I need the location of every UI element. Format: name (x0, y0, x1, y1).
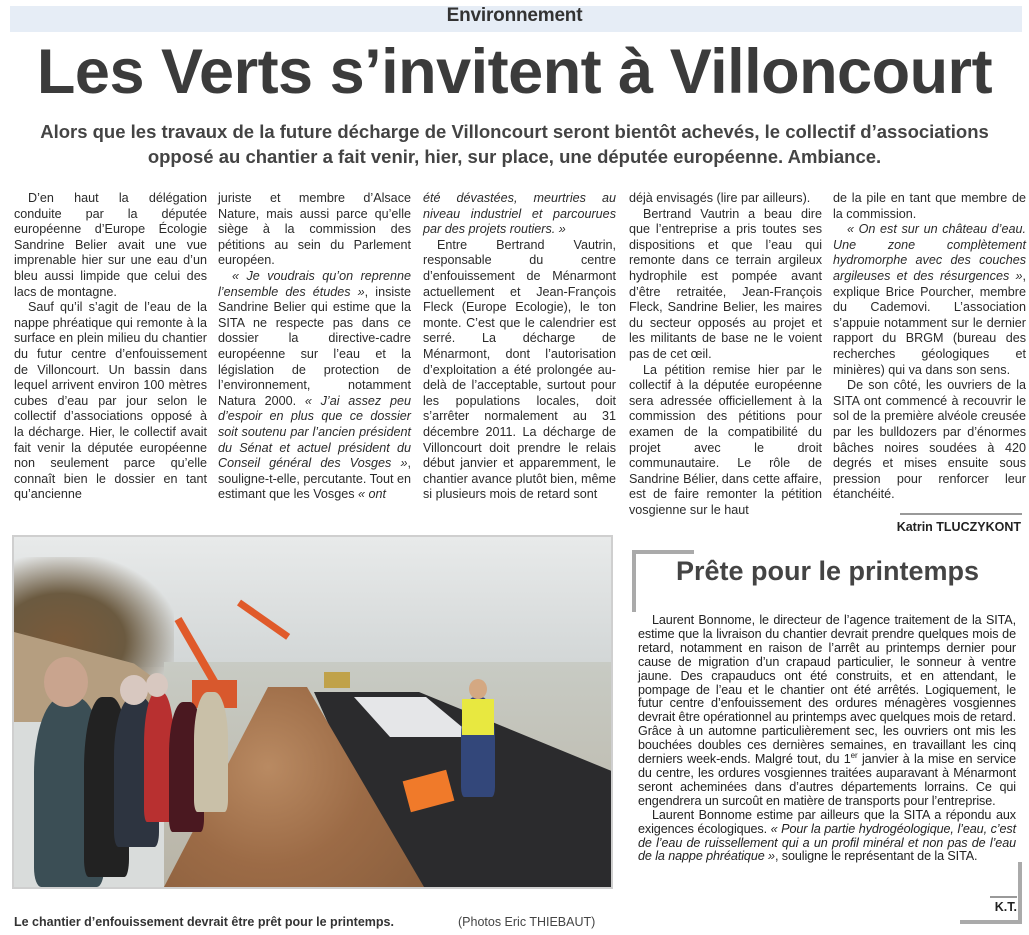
article-column-2 (218, 191, 411, 503)
quote: « On est sur un château d’eau. Une zone complètement hydromorphe avec des couches argileuses et des résurgences » (833, 222, 1026, 283)
photo-construction-site (12, 535, 613, 889)
sidebar-frame-corner (632, 550, 694, 554)
text: , insiste Sandrine Belier qui estime que la SITA ne respecte pas dans ce dossier la directive-cadre européenne sur l’eau et la législation de protection de l’environnement, notamment Natura 2000. (218, 284, 411, 408)
quote: été dévastées, meurtries au niveau industriel et parcourues par des projets routiers. » (423, 191, 616, 237)
article-column-3 (423, 191, 616, 503)
text: , explique Brice Pourcher, membre du Cademovi. L’association s’appuie notamment sur le dernier rapport du BRGM (bureau des recherches géologiques et minières) qui va dans son sens. (833, 268, 1026, 377)
deck-line-1: Alors que les travaux de la future décharge de Villoncourt seront bientôt achevés, le collectif d’associations (40, 121, 989, 142)
paragraph: D’en haut la délégation conduite par la députée européenne d’Europe Écologie Sandrine Belier avait une vue imprenable hier sur une eau d’un bleu aussi limpide que celui des lacs de montagne. (14, 191, 207, 299)
signature-rule (990, 896, 1017, 898)
paragraph: Sauf qu’il s’agit de l’eau de la nappe phréatique qui remonte à la surface en plein milieu du chantier du futur centre d’enfouissement de Villoncourt. Un bassin dans lequel arrivent environ 100 mètres cubes d’eau par jour selon le collectif d’associations opposé à la décharge. Hier, le collectif avait fait venir la députée européenne non seulement parce qu’elle connaît bien le dossier en tant qu’ancienne (14, 300, 207, 502)
article-column-4 (629, 191, 822, 518)
headline: Les Verts s’invitent à Villoncourt (36, 37, 993, 107)
photo-worker-head (469, 679, 487, 699)
paragraph (638, 809, 1016, 865)
section-rubric: Environnement (446, 5, 583, 26)
paragraph: Entre Bertrand Vautrin, responsable du centre d’enfouissement de Ménarmont actuellement et Jean-François Fleck (Europe Ecologie), le ton monte. C’est que le calendrier est serré. La décharge de Ménarmont, dont l’autorisation d’exploitation a été prolongée au-delà de l’acceptable, surtout pour les populations locales, doit s’arrêter normalement au 31 décembre 2011. La décharge de Villoncourt doit prendre le relais début janvier et apparemment, le chantier avance plutôt bien, même si plusieurs mois de retard sont (423, 237, 616, 502)
byline: Katrin TLUCZYKONT (896, 520, 1021, 534)
paragraph: déjà envisagés (lire par ailleurs). (629, 191, 811, 205)
deck-line-2: opposé au chantier a fait venir, hier, sur place, une députée européenne. Ambiance. (147, 146, 882, 167)
sidebar-signature: K.T. (994, 900, 1017, 914)
paragraph: Bertrand Vautrin a beau dire que l’entreprise a pris toutes ses dispositions et que l’eau qui remonte dans ce terrain argileux hydrophile est pompée avant d’être retraitée, Jean-François Fleck, Sandrine Belier, les maires du secteur opposés au projet et les militants de base ne le voient pas de cet œil. (629, 206, 822, 361)
article-column-1 (14, 191, 207, 503)
deck (0, 119, 1029, 169)
sidebar-frame-corner (632, 550, 636, 612)
paragraph (218, 269, 411, 503)
paragraph (423, 191, 616, 238)
text: , souligne le représentant de la SITA. (774, 849, 978, 864)
photo-person-head (44, 657, 88, 707)
text: , souligne-t-elle, percutante. Tout en estimant que les Vosges (218, 456, 411, 502)
sidebar-text (638, 614, 1016, 864)
quote: « Je voudrais qu’on reprenne l’ensemble des études » (218, 268, 411, 299)
paragraph: juriste et membre d’Alsace Nature, mais aussi parce qu’elle siège à la commission des pétitions au sein du Parlement européen. (218, 191, 411, 268)
paragraph (833, 222, 1026, 378)
paragraph (638, 614, 1016, 809)
paragraph: La pétition remise hier par le collectif à la députée européenne sera adressée officiellement à la commission des pétitions pour examen de la compatibilité du projet avec le droit communautaire. Le rôle de Sandrine Bélier, dans cette affaire, est de faire remonter la pétition vosgienne sur le haut (629, 362, 822, 517)
sidebar-frame-corner (1018, 862, 1022, 924)
photo-credit: (Photos Eric THIEBAUT) (458, 915, 596, 929)
photo-caption: Le chantier d’enfouissement devrait être prêt pour le printemps. (14, 915, 394, 929)
photo-bulldozer (324, 672, 350, 688)
photo-person (194, 692, 228, 812)
byline-rule (900, 513, 1022, 515)
text: Laurent Bonnome estime par ailleurs que la SITA a répondu aux exigences écologiques. (638, 807, 1016, 836)
sidebar-frame-corner (960, 920, 1022, 924)
photo-person-head (120, 675, 148, 705)
photo-person-head (146, 673, 168, 697)
article-column-5 (833, 191, 1026, 503)
sidebar-title: Prête pour le printemps (675, 556, 980, 586)
quote: « J’ai assez peu d’espoir en plus que ce dossier soit soutenu par l’ancien président du Sénat et actuel président du Conseil général des Vosges » (218, 393, 411, 471)
superscript: er (850, 750, 858, 760)
paragraph: De son côté, les ouvriers de la SITA ont commencé à recouvrir le sol de la première alvéole creusée par les bulldozers par d’énormes bâches noires soudées à 420 degrés et mises ensuite sous pression pour renforcer leur étanchéité. (833, 378, 1026, 502)
quote: « ont (358, 487, 387, 502)
photo-safety-vest (462, 699, 494, 735)
text: Laurent Bonnome, le directeur de l’agence traitement de la SITA, estime que la livraison du chantier devrait prendre quelques mois de retard, notamment en raison de l’arrêt au printemps dernier pour cause de migration d’un crapaud particulier, le sonneur à ventre jaune. Des crapauducs ont été construits, et en attendant, le pompage de l’eau et le chantier ont été arrêtés. Logiquement, le futur centre d’enfouissement des ordures ménagères vosgiennes devrait être opérationnel au printemps avec quelques mois de retard. Grâce à un automne particulièrement sec, les ouvriers ont mis les bouchées doubles ces dernières semaines, en travaillant les cinq derniers week-ends. Malgré tout, du 1 (638, 613, 1016, 767)
paragraph: de la pile en tant que membre de la commission. (833, 191, 1026, 221)
text: janvier à la mise en service du centre, les ordures vosgiennes traitées auparavant à Ménarmont seront acheminées dans d’autres départements lorrains. Ce qui engendrera un surcoût en matière de transports pour l’entreprise. (638, 752, 1016, 808)
quote: « Pour la partie hydrogéologique, l’eau, c’est de l’eau de ruissellement qui a un profil minéral et non pas de l’eau de la nappe phréatique » (638, 821, 1016, 864)
